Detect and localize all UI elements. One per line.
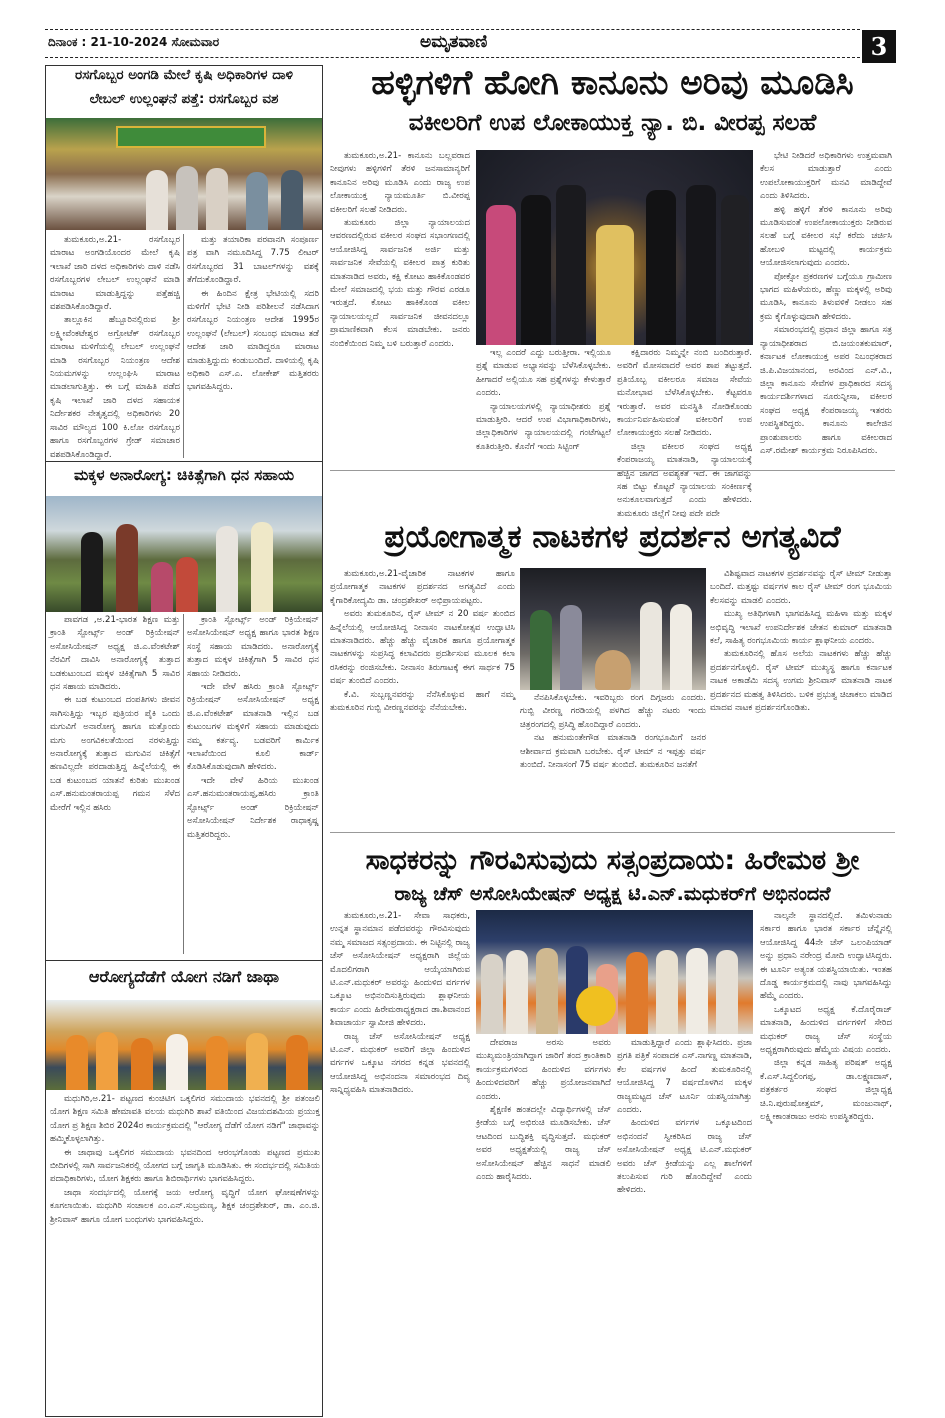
drama-headline: ಪ್ರಯೋಗಾತ್ಮಕ ನಾಟಕಗಳ ಪ್ರದರ್ಶನ ಅಗತ್ಯವಿದೆ (384, 519, 841, 555)
paragraph: ಈ ಬಡ ಕುಟುಂಬದ ದಂಪತಿಗಳು ಜೀವನ ಸಾಗಿಸುತ್ತಿದ್ದು ಇಬ್ಬರ ಪುತ್ರಿಯರ ಪೈಕಿ ಒಂದು ಮಗುವಿಗೆ ಅನಾರೋಗ್ಯ ಹಾಗೂ ಮತ್ತೊಂದು ಮಗು ಅಂಗವಿಕಲತೆಯಿಂದ ನರಳುತ್ತಿದ್ದು ಅನಾರೋಗ್ಯಕ್ಕೆ ತುತ್ತಾದ ಮಗುವಿನ ಚಿಕಿತ್ಸೆಗೆ ಹಣವಿಲ್ಲದೇ ಪರದಾಡುತ್ತಿದ್ದ ಹಿನ್ನೆಲೆಯಲ್ಲಿ ಈ ಬಡ ಕುಟುಂಬದ ಯಾತನೆ ಕುರಿತು ಮುಖಂಡ ಎಸ್.ಹನುಮಂತರಾಯಪ್ಪ ಗಮನ ಸೆಳೆದ ಮೇರೆಗೆ ಇಲ್ಲಿನ ಹಸಿರು (50, 695, 180, 813)
fertilizer-raid-headline-1: ರಸಗೊಬ್ಬರ ಅಂಗಡಿ ಮೇಲೆ ಕೃಷಿ ಅಧಿಕಾರಿಗಳ ದಾಳಿ (74, 67, 294, 83)
legal-awareness-headline: ಹಳ್ಳಿಗಳಿಗೆ ಹೋಗಿ ಕಾನೂನು ಅರಿವು ಮೂಡಿಸಿ (371, 63, 854, 103)
legal-awareness-subheadline: ವಕೀಲರಿಗೆ ಉಪ ಲೋಕಾಯುಕ್ತ ನ್ಯಾ. ಬಿ. ವೀರಪ್ಪ ಸಲಹೆ (408, 110, 817, 136)
drama-body-col1 (330, 568, 515, 818)
paragraph: ಮಧುಗಿರಿ,ಅ.21- ಪಟ್ಟಣದ ಕುಂಚಿಟಿಗ ಒಕ್ಕಲಿಗರ ಸಮುದಾಯ ಭವನದಲ್ಲಿ ಶ್ರೀ ಪತಂಜಲಿ ಯೋಗ ಶಿಕ್ಷಣ ಸಮಿತಿ ಹೇಮಾವತಿ ವಲಯ ಮಧುಗಿರಿ ಶಾಖೆ ವತಿಯಿಂದ ವಿಜಯದಶಮಿಯ ಪ್ರಯುಕ್ತ ಯೋಗ ಪ್ರ ಶಿಕ್ಷಣ ಶಿಬಿರ 2024ರ ಕಾರ್ಯಕ್ರಮದಲ್ಲಿ "ಆರೋಗ್ಯ ದೆಡೆಗೆ ಯೋಗ ನಡಿಗೆ" ಜಾಥಾವನ್ನು ಹಮ್ಮಿಕೊಳ್ಳಲಾಗಿತ್ತು. (50, 1094, 320, 1145)
child-aid-body-col2 (187, 614, 319, 959)
chess-honour-body-col3 (617, 1037, 752, 1415)
shop-signboard (116, 126, 266, 148)
paragraph: ತುಮಕೂರಿನಲ್ಲಿ ಹೊಸ ಅಲೆಯ ನಾಟಕಗಳು ಹೆಚ್ಚು ಹೆಚ್ಚು ಪ್ರದರ್ಶನಗೊಳ್ಳಲಿ. ರೈಸ್ ಟೀಮ್ ಮುಖ್ಯಸ್ಥ ಹಾಗೂ ಕರ್ನಾಟಕ ನಾಟಕ ಅಕಾಡೆಮಿ ಸದಸ್ಯ ಉಗಮ ಶ್ರೀನಿವಾಸ್ ಮಾತನಾಡಿ ನಾಟಕ ಪ್ರದರ್ಶನದ ಮಹತ್ವ ತಿಳಿಸಿದರು. ಬಳಿಕ ಪ್ರಭುತ್ವ ಚಿಚಾಕಲು ಮಾಡಿದ ಮಾದವ ನಾಟಕ ಪ್ರದರ್ಶನಗೊಂಡಿತು. (710, 649, 892, 714)
drama-event-photo (520, 568, 706, 690)
fertilizer-raid-body-col2 (187, 234, 319, 460)
paragraph: ನೆನಪಿಸಿಕೊಳ್ಳಬೇಕು. ಇವರಿಬ್ಬರು ರಂಗ ದಿಗ್ಗಜರು ಎಂದರು. ಗುಬ್ಬಿ ವೀರಣ್ಣ ಗರಡಿಯಲ್ಲಿ ಪಳಗಿದ ಹೆಚ್ಚು ನಟರು ಇಂದು ಚಿತ್ರರಂಗದಲ್ಲಿ ಪ್ರಸಿದ್ಧಿ ಹೊಂದಿದ್ದಾರೆ ಎಂದರು. (520, 693, 706, 730)
fertilizer-shop-photo (46, 118, 322, 230)
chess-honour-body-col4 (760, 910, 892, 1415)
chess-honour-headline: ಸಾಧಕರನ್ನು ಗೌರವಿಸುವುದು ಸತ್ಸಂಪ್ರದಾಯ: ಹಿರೇಮಠ ಶ್ರೀ (365, 845, 860, 876)
yoga-walk-photo (46, 1000, 322, 1090)
paragraph: ತುಮಕೂರು,ಅ.21- ರಸಗೊಬ್ಬರ ಮಾರಾಟ ಅಂಗಡಿಯೊಂದರ ಮೇಲೆ ಕೃಷಿ ಇಲಾಖೆ ಜಾರಿ ದಳದ ಅಧಿಕಾರಿಗಳು ದಾಳಿ ನಡೆಸಿ ರಸಗೊಬ್ಬರಗಳ ಲೇಬಲ್ ಉಲ್ಲಂಘನೆ ಮಾಡಿ ಮಾರಾಟ ಮಾಡುತ್ತಿದ್ದನ್ನು ಪತ್ತೆಹಚ್ಚಿ ವಶಪಡಿಸಿಕೊಂಡಿದ್ದಾರೆ. (50, 235, 180, 313)
paragraph: ನಟ ಹನುಮಂತೇಗೌಡ ಮಾತನಾಡಿ ರಂಗಭೂಮಿಗೆ ಜನರ ಆಶೀರ್ವಾದ ಕ್ರಮವಾಗಿ ಬರಬೇಕು. ರೈಸ್ ಟೀಮ್ ನ ಇಪ್ಪತ್ತು ವರ್ಷ ತುಂಬಿದೆ. ನೀನಾಸಂಗೆ 75 ವರ್ಷ ತುಂಬಿದೆ. ತುಮಕೂರಿನ ಜನತೆಗೆ (520, 733, 706, 771)
child-aid-photo (46, 496, 322, 612)
paragraph: ಇದೇ ವೇಳೆ ಹಸಿರು ಕ್ರಾಂತಿ ಸ್ಪೋರ್ಟ್ಸ್ ರಿಕ್ರಿಯೇಷನ್ ಅಸೋಸಿಯೇಷನ್ ಅಧ್ಯಕ್ಷ ಜಿ.ಎ.ವೆಂಕಟೇಶ್ ಮಾತನಾಡಿ ಇಲ್ಲಿನ ಬಡ ಕುಟುಂಬಗಳ ಮಕ್ಕಳಿಗೆ ಸಹಾಯ ಮಾಡುವುದು ನಮ್ಮ ಕರ್ತವ್ಯ. ಬಡವರಿಗೆ ಕಾರ್ಮಿಕ ಇಲಾಖೆಯಿಂದ ಕೂಲಿ ಕಾರ್ಡ್ ಕೊಡಿಸಿಕೊಡುವುದಾಗಿ ಹೇಳಿದರು. (187, 682, 319, 773)
legal-awareness-body-col1 (330, 150, 470, 462)
paragraph: ತುಮಕೂರು ಜಿಲ್ಲಾ ನ್ಯಾಯಾಲಯದ ಆವರಣದಲ್ಲಿರುವ ವಕೀಲರ ಸಂಘದ ಸಭಾಂಗಣದಲ್ಲಿ ಆಯೋಜಿಸಿದ್ದ ಸಾರ್ವಜನಿಕ ಅರ್ಜಿ ಮತ್ತು ಸಾರ್ವಜನಿಕ ಸೇವೆಯಲ್ಲಿ ವಕೀಲರ ಪಾತ್ರ ಕುರಿತು ಮಾತನಾಡಿದ ಅವರು, ಕಕ್ಷಿ ಕೋಟು ಹಾಕಿಕೊಂಡವರ ಮೇಲೆ ಸಮಾಜದಲ್ಲಿ ಭಯ ಮತ್ತು ಗೌರವ ಎರಡೂ ಇರುತ್ತದೆ. ಕೋಟು ಹಾಕಿಕೊಂಡ ವಕೀಲ ನ್ಯಾಯಾಲಯಲ್ಲದೆ ಸಾರ್ವಜನಿಕ ಜೀವನದಲ್ಲೂ ಪ್ರಾಮಾಣಿಕವಾಗಿ ಕೆಲಸ ಮಾಡಬೇಕು. ಜನರು ನಂಬಿಕೆಯಿಂದ ನಿಮ್ಮ ಬಳಿ ಬರುತ್ತಾರೆ ಎಂದರು. (330, 218, 470, 349)
flower-garland (576, 986, 616, 1026)
legal-awareness-body-col3 (617, 347, 752, 519)
paragraph: ದೇವರಾಜ ಅರಸು ಅವರು ಮುಖ್ಯಮಂತ್ರಿಯಾಗಿದ್ದಾಗ ಜಾರಿಗೆ ತಂದ ಕ್ರಾಂತಿಕಾರಿ ಕಾರ್ಯಕ್ರಮಗಳಿಂದ ಹಿಂದುಳಿದ ವರ್ಗಗಳು ಹಿಂದುಳಿದವರಿಗೆ ಹೆಚ್ಚು ಪ್ರಯೋಜನವಾಗಿದೆ ಎಂದರು. (476, 1038, 611, 1102)
paragraph: ನಾಲ್ಕನೇ ಸ್ಥಾನದಲ್ಲಿದೆ. ತಮಿಳುನಾಡು ಸರ್ಕಾರ ಹಾಗೂ ಭಾರತ ಸರ್ಕಾರ ಚೆನ್ನೈನಲ್ಲಿ ಆಯೋಜಿಸಿದ್ದ 44ನೇ ಚೆಸ್ ಒಲಂಪಿಯಾಡ್ ಅನ್ನು ಪ್ರಧಾನಿ ನರೇಂದ್ರ ಮೋದಿ ಉದ್ಘಾಟಿಸಿದ್ದರು. ಈ ಟೂರ್ನಿ ಅತ್ಯಂತ ಯಶಸ್ವಿಯಾಯಿತು. ಇಂತಹ ದೊಡ್ಡ ಕಾರ್ಯಕ್ರಮದಲ್ಲಿ ನಾವು ಭಾಗವಹಿಸಿದ್ದು ಹೆಮ್ಮೆ ಎಂದರು. (760, 911, 892, 1002)
chess-honour-subheadline: ರಾಜ್ಯ ಚೆಸ್ ಅಸೋಸಿಯೇಷನ್ ಅಧ್ಯಕ್ಷ ಟಿ.ಎನ್.ಮಧುಕರ್‌ಗೆ ಅಭಿನಂದನೆ (394, 883, 831, 905)
legal-awareness-body-col5 (760, 150, 892, 462)
header-rule-top (45, 29, 860, 30)
paragraph: ಕ್ರಾಂತಿ ಸ್ಪೋರ್ಟ್ಸ್ ಅಂಡ್ ರಿಕ್ರಿಯೇಷನ್ ಅಸೋಸಿಯೇಷನ್ ಅಧ್ಯಕ್ಷ ಹಾಗೂ ಭಾರತ ಶಿಕ್ಷಣ ಸಂಸ್ಥೆ ಸಹಾಯ ಮಾಡಿದರು. ಅನಾರೋಗ್ಯಕ್ಕೆ ತುತ್ತಾದ ಮಕ್ಕಳ ಚಿಕಿತ್ಸೆಗಾಗಿ 5 ಸಾವಿರ ಧನ ಸಹಾಯ ನೀಡಿದರು. (187, 615, 319, 679)
chess-honour-body-col1 (330, 910, 470, 1415)
paragraph: ಕೆ.ವಿ. ಸುಬ್ಬಣ್ಣನವರನ್ನು ನೆನೆಸಿಕೊಳ್ಳುವ ಹಾಗೆ ನಮ್ಮ ತುಮಕೂರಿನ ಗುಬ್ಬಿ ವೀರಣ್ಣನವರನ್ನು ನೆನೆಯಬೇಕು. (330, 689, 515, 714)
paragraph: ಜಿಲ್ಲಾ ವಕೀಲರ ಸಂಘದ ಅಧ್ಯಕ್ಷ ಕೆಂಪರಾಜಯ್ಯ ಮಾತನಾಡಿ, ನ್ಯಾಯಾಲಯಕ್ಕೆ ಹೆಚ್ಚಿನ ಜಾಗದ ಅವಶ್ಯಕತೆ ಇದೆ. ಈ ಜಾಗವನ್ನು ಸಹ ಬಿಟ್ಟು ಕೊಟ್ಟರೆ ನ್ಯಾಯಾಲಯ ಸಂಕೀರ್ಣಕ್ಕೆ ಅನುಕೂಲವಾಗುತ್ತದೆ ಎಂದು ಹೇಳಿದರು. ತುಮಕೂರು ಜಿಲ್ಲೆಗೆ ನೀವು ಪದೇ ಪದೇ (617, 441, 752, 519)
chess-honour-body-col2 (476, 1037, 611, 1415)
paragraph: ಕಕ್ಷಿದಾರರು ನಿಮ್ಮನ್ನೇ ನಂಬಿ ಬಂದಿರುತ್ತಾರೆ. ಅವರಿಗೆ ಮೋಸವಾದರೆ ಅವರ ಶಾಪ ತಟ್ಟುತ್ತದೆ. ಪ್ರತಿಯೊಬ್ಬ ವಕೀಲರೂ ಸಮಾಜ ಸೇವೆಯ ಮನೋಭಾವ ಬೆಳೆಸಿಕೊಳ್ಳಬೇಕು. ಕೆಟ್ಟವರೂ ಇರುತ್ತಾರೆ. ಅವರ ಮನಸ್ಥಿತಿ ನೋಡಿಕೊಂಡು ಕಾರ್ಯನಿರ್ವಹಿಸುವಂತೆ ವಕೀಲರಿಗೆ ಉಪ ಲೋಕಾಯುಕ್ತರು ಸಲಹೆ ನೀಡಿದರು. (617, 348, 752, 439)
header-rule-bottom (45, 57, 860, 58)
paragraph: ಜಾಥಾ ಸಂದರ್ಭದಲ್ಲಿ ಯೋಗಕ್ಕೆ ಜಯ ಆರೋಗ್ಯ ವೃದ್ಧಿಗೆ ಯೋಗ ಘೋಷಣೆಗಳನ್ನು ಕೂಗಲಾಯಿತು. ಮಧುಗಿರಿ ಸಂಚಾಲಕ ಎಂ.ಎನ್.ಸುಬ್ರಮಣ್ಯ, ಶಿಕ್ಷಕ ಚಂದ್ರಶೇಖರ್, ಡಾ. ಎಂ.ಜಿ. ಶ್ರೀನಿವಾಸ್ ಹಾಗೂ ಯೋಗ ಬಂಧುಗಳು ಭಾಗವಹಿಸಿದ್ದರು. (50, 1187, 320, 1225)
paragraph: ತಾಲ್ಲೂಕಿನ ಹೆಬ್ಬೂರಿನಲ್ಲಿರುವ ಶ್ರೀ ಲಕ್ಷ್ಮೀವೆಂಕಟೇಶ್ವರ ಅಗ್ರೋಟೆಕ್ ರಸಗೊಬ್ಬರ ಮಾರಾಟ ಮಳಿಗೆಯಲ್ಲಿ ಲೇಬಲ್ ಉಲ್ಲಂಘನೆ ಮಾಡಿ ರಸಗೊಬ್ಬರ ನಿಯಂತ್ರಣ ಆದೇಶ ನಿಯಮಗಳನ್ನು ಉಲ್ಲಂಘಿಸಿ ಮಾರಾಟ ಮಾಡಲಾಗುತ್ತಿತ್ತು. ಈ ಬಗ್ಗೆ ಮಾಹಿತಿ ಪಡೆದ ಕೃಷಿ ಇಲಾಖೆ ಜಾರಿ ದಳದ ಸಹಾಯಕ ನಿರ್ದೇಶಕರ ನೇತೃತ್ವದಲ್ಲಿ ಅಧಿಕಾರಿಗಳು 20 ಸಾವಿರ ಮೌಲ್ಯದ 100 ಕಿ.ಲೋ ರಸಗೊಬ್ಬರ ಹಾಗೂ ರಸಗೊಬ್ಬರಗಳ ಗ್ರೇಡ್ ಸಮಾಚಾರ ವಶಪಡಿಸಿಕೊಂಡಿದ್ದಾರೆ. (50, 315, 180, 460)
paragraph: ಅವರು ತುಮಕೂರಿನ, ರೈಸ್ ಟೀಮ್ ನ 20 ವರ್ಷ ತುಂಬಿದ ಹಿನ್ನೆಲೆಯಲ್ಲಿ ಆಯೋಜಿಸಿದ್ದ ನೀನಾಸಂ ನಾಟಕೋತ್ಸವ ಉದ್ಘಾಟಿಸಿ ಮಾತನಾಡಿದರು. ಹೆಚ್ಚು ಹೆಚ್ಚು ವೈಚಾರಿಕ ಹಾಗೂ ಪ್ರಯೋಗಾತ್ಮಕ ನಾಟಕಗಳನ್ನು ಸುಪ್ರಸಿದ್ಧ ಕಲಾವಿದರು ಪ್ರದರ್ಶಿಸುವ ಮೂಲಕ ಕಲಾ ರಸಿಕರನ್ನು ರಂಜಿಸಬೇಕು. ನೀನಾಸಂ ತಿರುಗಾಟಕ್ಕೆ ಈಗ ಸಾರ್ಥಕ 75 ವರ್ಷ ತುಂಬಿದೆ ಎಂದರು. (330, 609, 515, 687)
masthead: ಅಮೃತವಾಣಿ (420, 32, 488, 52)
drama-body-col3 (710, 568, 892, 818)
paragraph: ತುಮಕೂರು,ಅ.21-ವೈಚಾರಿಕ ನಾಟಕಗಳ ಹಾಗೂ ಪ್ರಯೋಗಾತ್ಮಕ ನಾಟಕಗಳ ಪ್ರದರ್ಶನದ ಅಗತ್ಯವಿದೆ ಎಂದು ಕೈಗಾರಿಕೋದ್ಯಮಿ ಡಾ. ಚಂದ್ರಶೇಖರ್ ಅಭಿಪ್ರಾಯಪಟ್ಟರು. (330, 569, 515, 606)
paragraph: ಮತ್ತು ತಯಾರಿಕಾ ಪರವಾನಗಿ ಸಂಪೂರ್ಣ ಪತ್ರ ವಾಗಿ ನಮೂದಿಸಿದ್ದ 7.75 ಲೀಟರ್ ರಸಗೊಬ್ಬರದ 31 ಬಾಟಲ್‌ಗಳನ್ನು ವಶಕ್ಕೆ ತೆಗೆದುಕೊಂಡಿದ್ದಾರೆ. (187, 235, 319, 286)
yoga-walk-headline: ಆರೋಗ್ಯದೆಡೆಗೆ ಯೋಗ ನಡಿಗೆ ಜಾಥಾ (88, 967, 280, 986)
yoga-walk-body (50, 1093, 320, 1415)
paragraph: ಹಿಂದುಳಿದ ವರ್ಗಗಳ ಒಕ್ಕೂಟದಿಂದ ಅಭಿನಂದನೆ ಸ್ವೀಕರಿಸಿದ ರಾಜ್ಯ ಚೆಸ್ ಅಸೋಸಿಯೇಷನ್ ಅಧ್ಯಕ್ಷ ಟಿ.ಎನ್.ಮಧುಕರ್ ಅವರು ಚೆಸ್ ಕ್ರೀಡೆಯನ್ನು ಎಲ್ಲ ಶಾಲೆಗಳಿಗೆ ತಲುಪಿಸುವ ಗುರಿ ಹೊಂದಿದ್ದೇವೆ ಎಂದು ಹೇಳಿದರು. (617, 1118, 752, 1196)
paragraph: ಈ ಜಾಥಾವು ಒಕ್ಕಲಿಗರ ಸಮುದಾಯ ಭವನದಿಂದ ಆರಂಭಗೊಂಡು ಪಟ್ಟಣದ ಪ್ರಮುಖ ಬೀದಿಗಳಲ್ಲಿ ಸಾಗಿ ಸಾರ್ವಜನಿಕರಲ್ಲಿ ಯೋಗದ ಬಗ್ಗೆ ಜಾಗೃತಿ ಮೂಡಿಸಿತು. ಈ ಸಂದರ್ಭದಲ್ಲಿ ಸಮಿತಿಯ ಪದಾಧಿಕಾರಿಗಳು, ಯೋಗ ಶಿಕ್ಷಕರು ಹಾಗೂ ಶಿಬಿರಾರ್ಥಿಗಳು ಭಾಗವಹಿಸಿದ್ದರು. (50, 1147, 320, 1185)
chess-honour-photo (476, 910, 753, 1034)
paragraph: ಮುಖ್ಯ ಅತಿಥಿಗಳಾಗಿ ಭಾಗವಹಿಸಿದ್ದ ಮಹಿಳಾ ಮತ್ತು ಮಕ್ಕಳ ಅಭಿವೃದ್ಧಿ ಇಲಾಖೆ ಉಪನಿರ್ದೇಶಕ ಚೇತನ ಕುಮಾರ್ ಮಾತನಾಡಿ ಕಲೆ, ಸಾಹಿತ್ಯ ರಂಗಭೂಮಿಯ ಕಾರ್ಯ ಶ್ಲಾಘನೀಯ ಎಂದರು. (710, 609, 892, 647)
paragraph: ಪೋಕ್ಸೋ ಪ್ರಕರಣಗಳ ಬಗ್ಗೆಯೂ ಗ್ರಾಮೀಣ ಭಾಗದ ಮಹಿಳೆಯರು, ಹೆಣ್ಣು ಮಕ್ಕಳಲ್ಲಿ ಅರಿವು ಮೂಡಿಸಿ, ಕಾನೂನು ತಿಳುವಳಿಕೆ ನೀಡಲು ಸಹ ಕ್ರಮ ಕೈಗೊಳ್ಳುವುದಾಗಿ ಹೇಳಿದರು. (760, 271, 892, 322)
paragraph: ಇಲ್ಲ ಎಂದರೆ ಎದ್ದು ಬರುತ್ತೀರಾ. ಇಲ್ಲಿಯೂ ಪ್ರಶ್ನೆ ಮಾಡುವ ಅಭ್ಯಾಸವನ್ನು ಬೆಳೆಸಿಕೊಳ್ಳಬೇಕು. ಹೀಗಾದರೆ ಅಲ್ಲಿಯೂ ಸಹ ಪ್ರಶ್ನೆಗಳನ್ನು ಕೇಳುತ್ತಾರೆ ಎಂದರು. (476, 348, 611, 399)
child-aid-body-col1 (50, 614, 180, 959)
paragraph: ಒಕ್ಕೂಟದ ಅಧ್ಯಕ್ಷ ಕೆ.ದೊರೈರಾಜ್ ಮಾತನಾಡಿ, ಹಿಂದುಳಿದ ವರ್ಗಗಳಿಗೆ ಸೇರಿದ ಮಧುಕರ್ ರಾಜ್ಯ ಚೆಸ್ ಸಂಸ್ಥೆಯ ಅಧ್ಯಕ್ಷರಾಗಿರುವುದು ಹೆಮ್ಮೆಯ ವಿಷಯ ಎಂದರು. (760, 1004, 892, 1056)
paragraph: ಪಾವಗಡ ,ಅ.21-ಭಾರತ ಶಿಕ್ಷಣ ಮತ್ತು ಕ್ರಾಂತಿ ಸ್ಪೋರ್ಟ್ಸ್ ಅಂಡ್ ರಿಕ್ರಿಯೇಷನ್ ಅಸೋಸಿಯೇಷನ್ ಅಧ್ಯಕ್ಷ ಜಿ.ಎ.ವೆಂಕಟೇಶ್ ನೆರವಿಗೆ ದಾವಿಸಿ ಅನಾರೋಗ್ಯಕ್ಕೆ ತುತ್ತಾದ ಬಡಕುಟುಂಬದ ಮಕ್ಕಳ ಚಿಕಿತ್ಸೆಗಾಗಿ 5 ಸಾವಿರ ಧನ ಸಹಾಯ ಮಾಡಿದರು. (50, 615, 180, 693)
paragraph: ತುಮಕೂರು,ಅ.21- ಕಾನೂನು ಬಲ್ಲವರಾದ ನೀವುಗಳು ಹಳ್ಳಿಗಳಿಗೆ ತೆರಳಿ ಜನಸಾಮಾನ್ಯರಿಗೆ ಕಾನೂನಿನ ಅರಿವು ಮೂಡಿಸಿ ಎಂದು ರಾಜ್ಯ ಉಪ ಲೋಕಾಯುಕ್ತ ನ್ಯಾಯಮೂರ್ತಿ ಬಿ.ವೀರಪ್ಪ ವಕೀಲರಿಗೆ ಸಲಹೆ ನೀಡಿದರು. (330, 151, 470, 215)
paragraph: ಸಮಾರಂಭದಲ್ಲಿ ಪ್ರಧಾನ ಜಿಲ್ಲಾ ಹಾಗೂ ಸತ್ರ ನ್ಯಾಯಾಧೀಶರಾದ ಬಿ.ಜಯಂತಕುಮಾರ್, ಕರ್ನಾಟಕ ಲೋಕಾಯುಕ್ತ ಅಪರ ನಿಬಂಧಕರಾದ ಜಿ.ಪಿ.ವಿಜಯಾನಂದ, ಅರವಿಂದ ಎನ್.ವಿ., ಜಿಲ್ಲಾ ಕಾನೂನು ಸೇವೆಗಳ ಪ್ರಾಧಿಕಾರದ ಸದಸ್ಯ ಕಾರ್ಯದರ್ಶಿಗಳಾದ ನೂರುನ್ನೀಸಾ, ವಕೀಲರ ಸಂಘದ ಅಧ್ಯಕ್ಷ ಕೆಂಪರಾಜಯ್ಯ ಇತರರು ಉಪಸ್ಥಿತರಿದ್ದರು. ಕಾನೂನು ಕಾಲೇಜಿನ ಪ್ರಾಂಶುಪಾಲರು ಹಾಗೂ ವಕೀಲರಾದ ಎಸ್.ರಮೇಶ್ ಕಾರ್ಯಕ್ರಮ ನಿರೂಪಿಸಿದರು. (760, 325, 892, 456)
paragraph: ಶೈಕ್ಷಣಿಕ ಹಂತದಲ್ಲೇ ವಿದ್ಯಾರ್ಥಿಗಳಲ್ಲಿ ಚೆಸ್ ಕ್ರೀಡೆಯ ಬಗ್ಗೆ ಅಭಿರುಚಿ ಮೂಡಿಸಬೇಕು. ಚೆಸ್ ಆಟದಿಂದ ಬುದ್ಧಿಶಕ್ತಿ ವೃದ್ಧಿಸುತ್ತದೆ. ಮಧುಕರ್ ಅವರ ಅಧ್ಯಕ್ಷತೆಯಲ್ಲಿ ರಾಜ್ಯ ಚೆಸ್ ಅಸೋಸಿಯೇಷನ್ ಹೆಚ್ಚಿನ ಸಾಧನೆ ಮಾಡಲಿ ಎಂದು ಹಾರೈಸಿದರು. (476, 1105, 611, 1183)
legal-awareness-photo (476, 150, 753, 345)
paragraph: ರಾಜ್ಯ ಚೆಸ್ ಅಸೋಸಿಯೇಷನ್ ಅಧ್ಯಕ್ಷ ಟಿ.ಎನ್. ಮಧುಕರ್ ಅವರಿಗೆ ಜಿಲ್ಲಾ ಹಿಂದುಳಿದ ವರ್ಗಗಳ ಒಕ್ಕೂಟ ನಗರದ ಕನ್ನಡ ಭವನದಲ್ಲಿ ಆಯೋಜಿಸಿದ್ದ ಅಭಿನಂದನಾ ಸಮಾರಂಭದ ದಿವ್ಯ ಸಾನ್ನಿಧ್ಯವಹಿಸಿ ಮಾತನಾಡಿದರು. (330, 1031, 470, 1096)
paragraph: ಈ ಹಿಂದಿನ ಕ್ಷೇತ್ರ ಭೇಟಿಯಲ್ಲಿ ಸದರಿ ಮಳಿಗೆಗೆ ಭೇಟಿ ನೀಡಿ ಪರಿಶೀಲನೆ ನಡೆಸಿದಾಗ ರಸಗೊಬ್ಬರ ನಿಯಂತ್ರಣ ಆದೇಶ 1995ರ ಉಲ್ಲಂಘನೆ (ಲೇಬಲ್) ಸಂಬಂಧ ಮಾರಾಟ ತಡೆ ಆದೇಶ ಜಾರಿ ಮಾಡಿದ್ದರೂ ಮಾರಾಟ ಮಾಡುತ್ತಿದ್ದುದು ಕಂಡುಬಂದಿದೆ. ದಾಳಿಯಲ್ಲಿ ಕೃಷಿ ಅಧಿಕಾರಿ ಎಸ್.ಎ. ಲೋಕೇಶ್ ಮತ್ತಿತರರು ಭಾಗವಹಿಸಿದ್ದರು. (187, 288, 319, 393)
child-aid-headline: ಮಕ್ಕಳ ಅನಾರೋಗ್ಯ: ಚಿಕಿತ್ಸೆಗಾಗಿ ಧನ ಸಹಾಯ (73, 466, 295, 484)
paragraph: ನ್ಯಾಯಾಲಯಗಳಲ್ಲಿ ನ್ಯಾಯಾಧೀಶರು ಪ್ರಶ್ನೆ ಮಾಡುತ್ತೀರಿ. ಆದರೆ ಉಪ ವಿಭಾಗಾಧಿಕಾರಿಗಳು, ಜಿಲ್ಲಾಧಿಕಾರಿಗಳ ನ್ಯಾಯಾಲಯದಲ್ಲಿ ಗಂಟೆಗಟ್ಟಲೆ ಕೂತಿರುತ್ತೀರಿ. ಕೊನೆಗೆ ಇಂದು ಸಿಟ್ಟಿಂಗ್ (476, 401, 611, 452)
paragraph: ವಿಶಿಷ್ಟವಾದ ನಾಟಕಗಳ ಪ್ರದರ್ಶನವನ್ನು ರೈಸ್ ಟೀಮ್ ನೀಡುತ್ತಾ ಬಂದಿದೆ. ಮತ್ತಷ್ಟು ವರ್ಷಗಳ ಕಾಲ ರೈಸ್ ಟೀಮ್ ರಂಗ ಭೂಮಿಯ ಕೆಲಸವನ್ನು ಮಾಡಲಿ ಎಂದರು. (710, 569, 892, 606)
paragraph: ತುಮಕೂರು,ಅ.21- ಸೇವಾ ಸಾಧಕರು, ಉನ್ನತ ಸ್ಥಾನಮಾನ ಪಡೆದವರನ್ನು ಗೌರವಿಸುವುದು ನಮ್ಮ ಸಮಾಜದ ಸತ್ಸಂಪ್ರದಾಯ. ಈ ನಿಟ್ಟಿನಲ್ಲಿ ರಾಜ್ಯ ಚೆಸ್ ಅಸೋಸಿಯೇಷನ್ ಅಧ್ಯಕ್ಷರಾಗಿ ಜಿಲ್ಲೆಯ ಮೊದಲಿಗರಾಗಿ ಆಯ್ಕೆಯಾಗಿರುವ ಟಿ.ಎನ್.ಮಧುಕರ್ ಅವರನ್ನು ಹಿಂದುಳಿದ ವರ್ಗಗಳ ಒಕ್ಕೂಟ ಅಭಿನಂದಿಸುತ್ತಿರುವುದು ಶ್ಲಾಘನೀಯ ಕಾರ್ಯ ಎಂದು ಹಿರೇಮಠಾಧ್ಯಕ್ಷರಾದ ಡಾ.ಶಿವಾನಂದ ಶಿವಾಚಾರ್ಯ ಸ್ವಾಮೀಜಿ ಹೇಳಿದರು. (330, 911, 470, 1029)
issue-date: ದಿನಾಂಕ : 21-10-2024 ಸೋಮವಾರ (48, 35, 220, 49)
paragraph: ಇದೇ ವೇಳೆ ಹಿರಿಯ ಮುಖಂಡ ಎಸ್.ಹನುಮಂತರಾಯಪ್ಪ,ಹಸಿರು ಕ್ರಾಂತಿ ಸ್ಪೋರ್ಟ್ಸ್ ಅಂಡ್ ರಿಕ್ರಿಯೇಷನ್ ಅಸೋಸಿಯೇಷನ್ ನಿರ್ದೇಶಕ ರಾಧಾಕೃಷ್ಣ ಮತ್ತಿತರರಿದ್ದರು. (187, 775, 319, 840)
paragraph: ಹಳ್ಳಿ ಹಳ್ಳಿಗೆ ತೆರಳಿ ಕಾನೂನು ಅರಿವು ಮೂಡಿಸುವಂತೆ ಉಪಲೋಕಾಯುಕ್ತರು ನೀಡಿರುವ ಸಲಹೆ ಬಗ್ಗೆ ವಕೀಲರ ಸಭೆ ಕರೆದು ಚರ್ಚಿಸಿ ಹೋಬಳಿ ಮಟ್ಟದಲ್ಲಿ ಕಾರ್ಯಕ್ರಮ ಆಯೋಜಿಸಲಾಗುವುದು ಎಂದರು. (760, 204, 892, 269)
drama-body-col2 (520, 692, 706, 817)
paragraph: ಮಾಡುತ್ತಿದ್ದಾರೆ ಎಂದು ಶ್ಲಾಘಿಸಿದರು. ಪ್ರಜಾ ಪ್ರಗತಿ ಪತ್ರಿಕೆ ಸಂಪಾದಕ ಎಸ್.ನಾಗಣ್ಣ ಮಾತನಾಡಿ, ಕೆಲ ವರ್ಷಗಳ ಹಿಂದೆ ತುಮಕೂರಿನಲ್ಲಿ ಆಯೋಜಿಸಿದ್ದ 7 ವರ್ಷದೊಳಗಿನ ಮಕ್ಕಳ ರಾಜ್ಯಮಟ್ಟದ ಚೆಸ್ ಟೂರ್ನಿ ಯಶಸ್ವಿಯಾಗಿತ್ತು ಎಂದರು. (617, 1038, 752, 1116)
paragraph: ಭೇಟಿ ನೀಡಿದರೆ ಅಧಿಕಾರಿಗಳು ಉತ್ತಮವಾಗಿ ಕೆಲಸ ಮಾಡುತ್ತಾರೆ ಎಂದು ಉಪಲೋಕಾಯುಕ್ತರಿಗೆ ಮನವಿ ಮಾಡಿದ್ದೇವೆ ಎಂದು ತಿಳಿಸಿದರು. (760, 151, 892, 202)
fertilizer-raid-body-col1 (50, 234, 180, 460)
fertilizer-raid-headline-2: ಲೇಬಲ್ ಉಲ್ಲಂಘನೆ ಪತ್ತೆ: ರಸಗೊಬ್ಬರ ವಶ (89, 91, 279, 107)
page-number: 3 (862, 30, 896, 63)
paragraph: ಜಿಲ್ಲಾ ಕನ್ನಡ ಸಾಹಿತ್ಯ ಪರಿಷತ್ ಅಧ್ಯಕ್ಷ ಕೆ.ಎಸ್.ಸಿದ್ದಲಿಂಗಪ್ಪ, ಡಾ.ಲಕ್ಷ್ಮಣದಾಸ್, ಪತ್ರಕರ್ತರ ಸಂಘದ ಜಿಲ್ಲಾಧ್ಯಕ್ಷ ಚಿ.ನಿ.ಪುರುಷೋತ್ತಮ್, ಮಂಜುನಾಥ್, ಲಕ್ಷ್ಮೀಕಾಂತರಾಜು ಅರಸು ಉಪಸ್ಥಿತರಿದ್ದರು. (760, 1058, 892, 1123)
legal-awareness-body-col2 (476, 347, 611, 462)
